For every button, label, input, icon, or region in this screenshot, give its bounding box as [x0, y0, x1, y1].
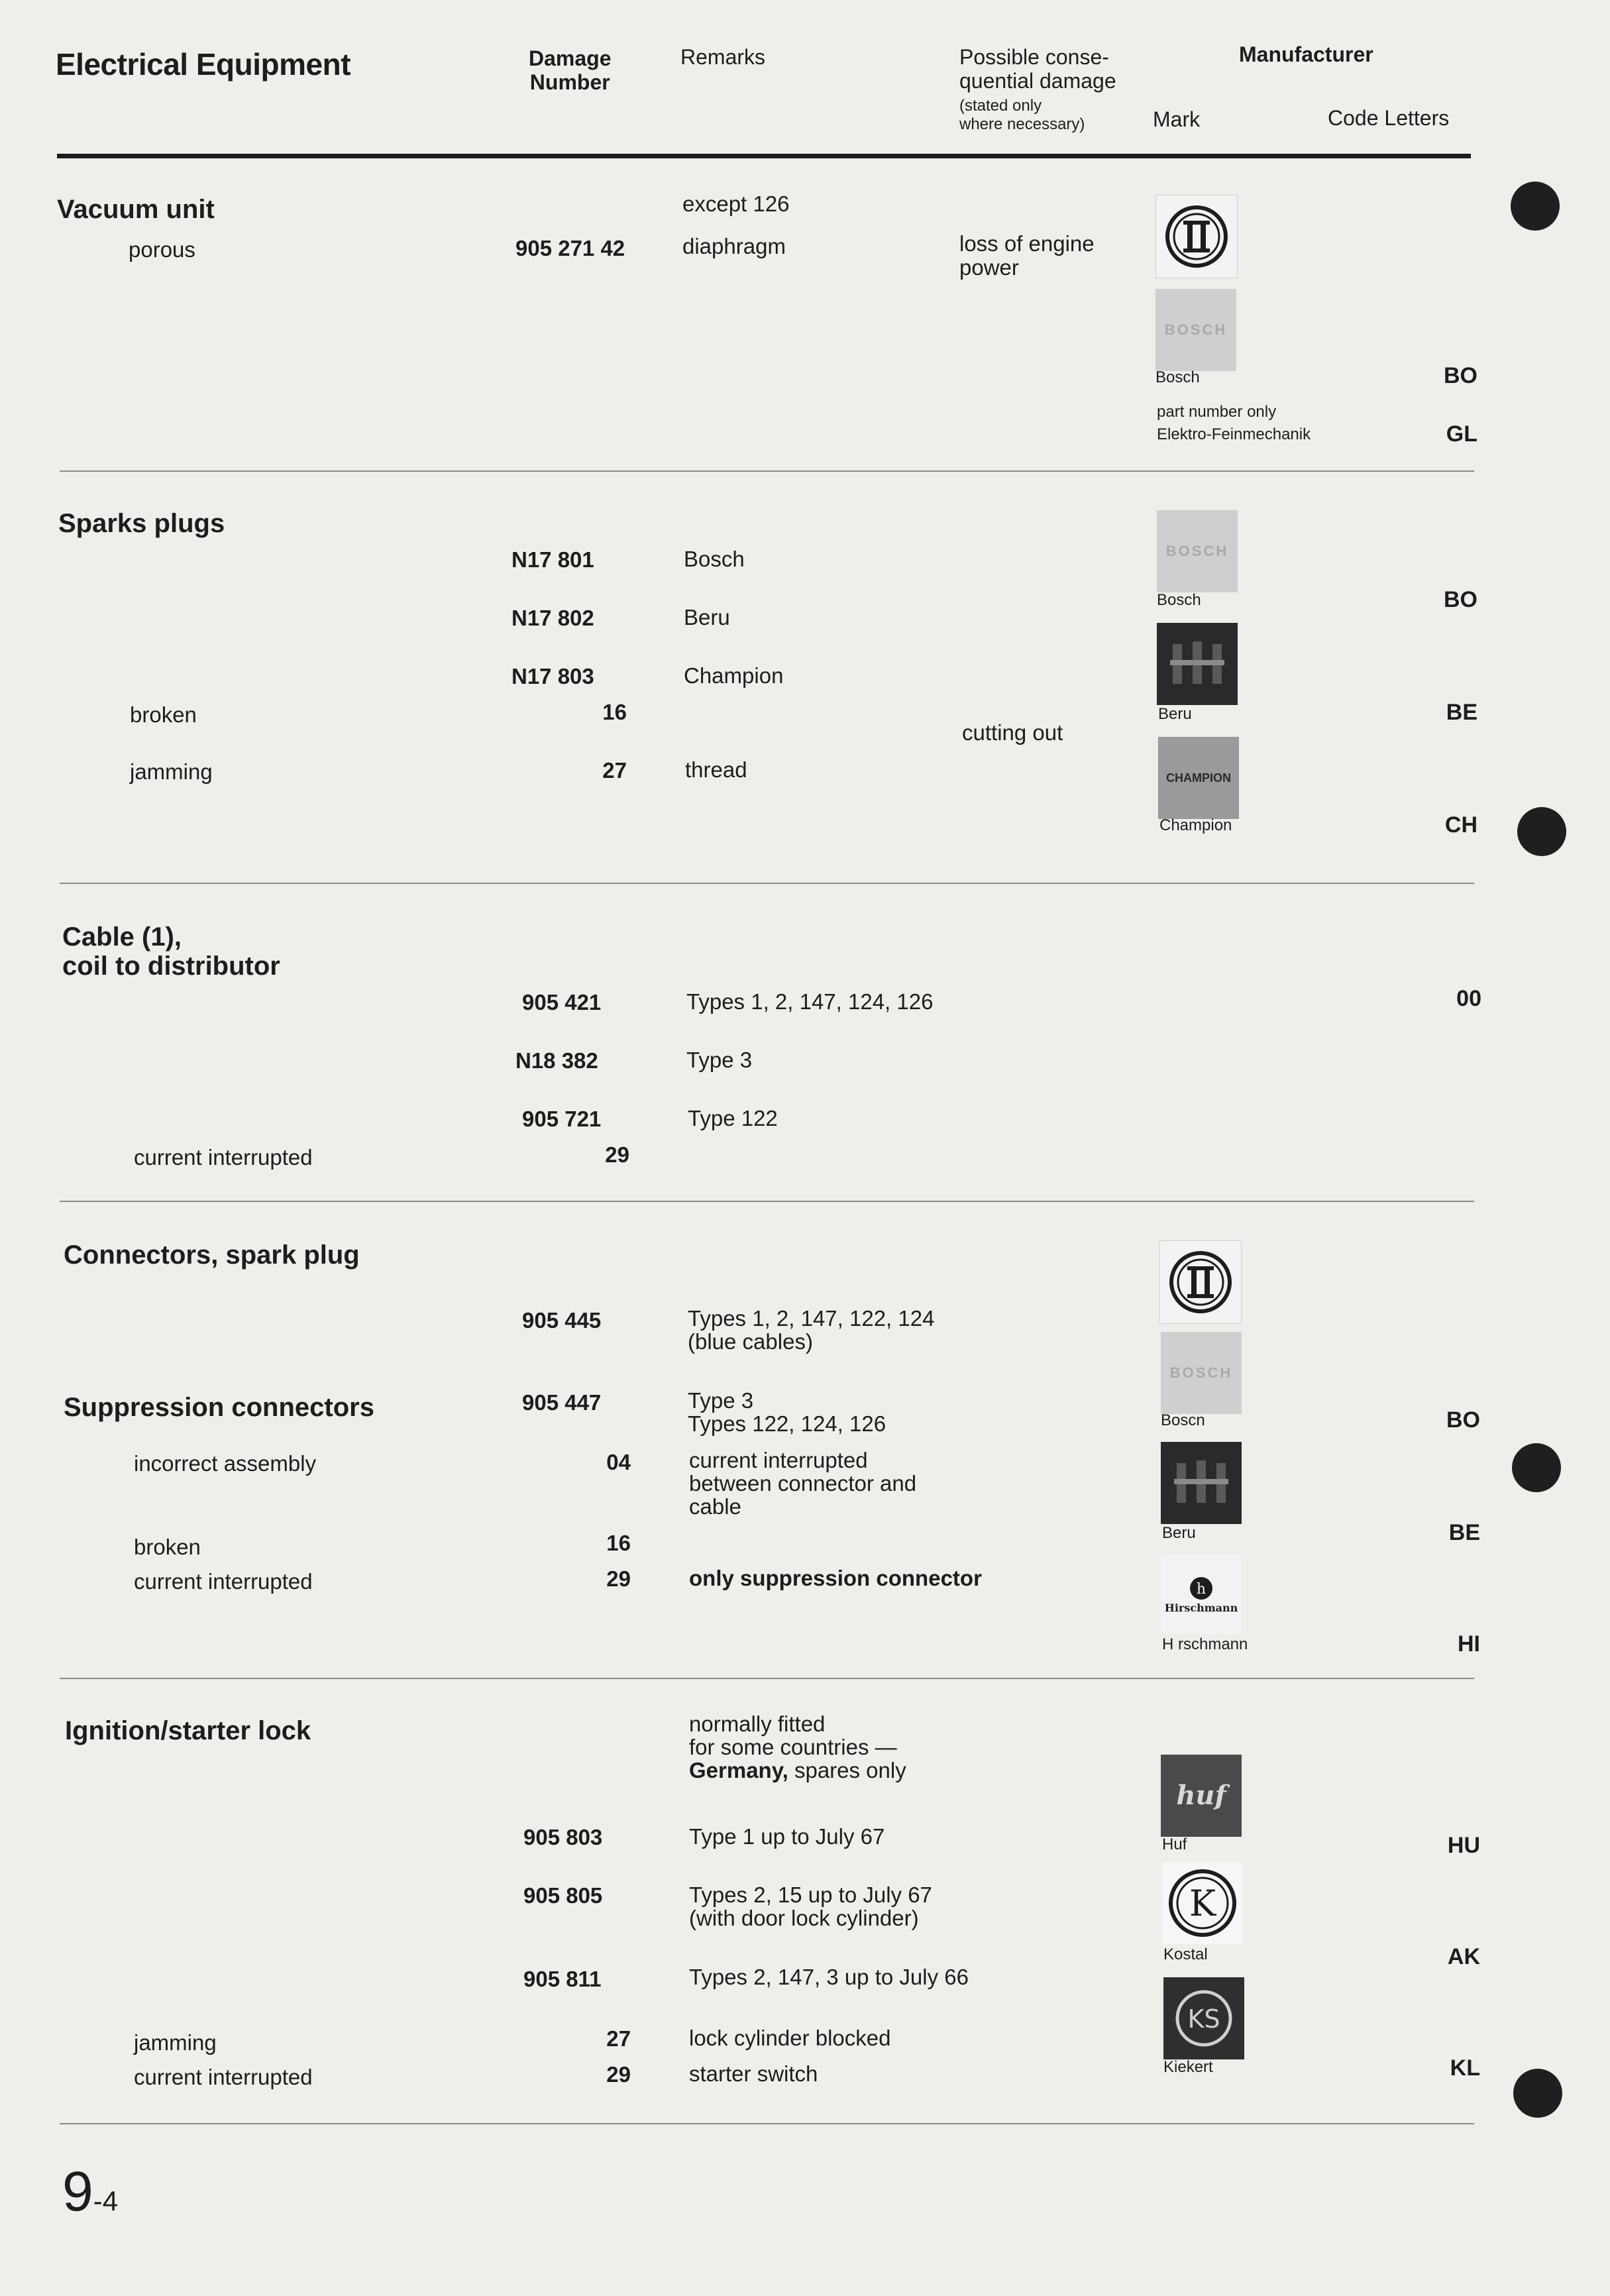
ignition-mfr-huf: Huf: [1162, 1835, 1187, 1853]
connectors-number-1: 905 445: [522, 1308, 602, 1333]
punch-hole: [1513, 2069, 1562, 2118]
divider: [60, 1201, 1474, 1202]
spark-jamming: jamming: [130, 759, 213, 784]
ignition-remark-2: Types 2, 15 up to July 67 (with door lock cylinder): [689, 1883, 932, 1930]
ignition-code-hu: HU: [1447, 1833, 1480, 1858]
ignition-mfr-kostal: Kostal: [1163, 1945, 1208, 1963]
cable-remark-1: Types 1, 2, 147, 124, 126: [686, 989, 934, 1014]
cable-remark-3: Type 122: [688, 1106, 778, 1130]
connectors-current: current interrupted: [134, 1569, 313, 1594]
svg-text:K: K: [1189, 1883, 1216, 1924]
svg-text:huf: huf: [1176, 1780, 1226, 1811]
ignition-code-ak: AK: [1447, 1944, 1480, 1969]
kiekert-logo: [1163, 1977, 1244, 2059]
spark-code-ch: CH: [1444, 812, 1477, 838]
spark-number-1: N17 801: [511, 547, 594, 572]
spark-consequential: cutting out: [962, 720, 1063, 745]
punch-hole: [1512, 1443, 1561, 1492]
ignition-remark-3: Types 2, 147, 3 up to July 66: [689, 1965, 969, 1989]
vacuum-code-gl: GL: [1446, 421, 1477, 447]
divider: [60, 883, 1474, 884]
manufacturer-header: Manufacturer: [1239, 42, 1373, 66]
vacuum-note: part number only: [1157, 403, 1277, 421]
connectors-remark-1: Types 1, 2, 147, 122, 124 (blue cables): [688, 1306, 935, 1354]
vacuum-porous: porous: [129, 237, 195, 262]
ignition-code-kl: KL: [1450, 2055, 1480, 2081]
spark-code-bo: BO: [1444, 587, 1477, 612]
huf-logo: [1161, 1755, 1242, 1837]
spark-number-3: N17 803: [511, 664, 594, 688]
divider: [60, 470, 1474, 472]
connectors-mfr-beru: Beru: [1162, 1524, 1196, 1542]
ignition-number-3: 905 811: [523, 1967, 602, 1991]
svg-text:KS: KS: [1187, 2004, 1220, 2034]
cable-code: 00: [1456, 986, 1481, 1011]
cable-number-3: 905 721: [522, 1107, 602, 1131]
vacuum-consequential: loss of engine power: [959, 231, 1095, 280]
spark-jamming-remark: thread: [685, 757, 747, 782]
bosch-logo: BOSCH: [1155, 289, 1236, 371]
vacuum-remark-1: except 126: [682, 191, 790, 216]
connectors-incorrect-number: 04: [606, 1450, 631, 1474]
beru-logo: [1157, 623, 1238, 705]
connectors-remark-2: Type 3 Types 122, 124, 126: [688, 1388, 886, 1436]
punch-hole: [1511, 182, 1560, 231]
connectors-number-2: 905 447: [522, 1390, 602, 1415]
section-title-ignition: Ignition/starter lock: [65, 1716, 311, 1745]
ignition-current-number: 29: [606, 2062, 631, 2087]
ignition-remark-b: [689, 1759, 906, 1782]
cable-remark-2: Type 3: [686, 1048, 753, 1072]
connectors-broken-number: 16: [606, 1531, 631, 1555]
damage-number-header: Damage Number: [529, 46, 612, 94]
consequential-header: Possible conse- quential damage: [959, 45, 1116, 93]
hirschmann-logo-text: Hirschmann: [1164, 1601, 1238, 1614]
divider: [60, 2123, 1474, 2124]
connectors-current-number: 29: [606, 1566, 631, 1591]
section-title-spark: Sparks plugs: [58, 509, 225, 538]
ignition-number-1: 905 803: [523, 1825, 603, 1849]
divider: [60, 1678, 1474, 1679]
ignition-jamming-number: 27: [606, 2026, 631, 2051]
consequential-note: (stated only where necessary): [959, 97, 1085, 133]
vacuum-mfr-bosch: Bosch: [1155, 368, 1200, 386]
vacuum-remark-2: diaphragm: [682, 234, 786, 258]
spark-remark-1: Bosch: [684, 547, 745, 571]
champion-logo: [1158, 737, 1239, 819]
ignition-remark-b-bold: Germany,: [689, 1758, 788, 1782]
connectors-mfr-hirschmann: H rschmann: [1162, 1635, 1248, 1653]
page-number: [62, 2161, 118, 2221]
punch-hole: [1517, 807, 1566, 856]
hirschmann-logo: [1161, 1555, 1242, 1634]
vacuum-mfr-elektro: Elektro-Feinmechanik: [1157, 425, 1311, 443]
page-title: Electrical Equipment: [56, 47, 351, 82]
cable-current-number: 29: [605, 1142, 629, 1167]
cable-number-2: N18 382: [515, 1048, 598, 1073]
code-letters-header: Code Letters: [1328, 106, 1450, 130]
connectors-code-bo: BO: [1446, 1407, 1480, 1433]
mark-header: Mark: [1153, 107, 1201, 131]
section-title-vacuum: Vacuum unit: [57, 195, 215, 224]
connectors-mfr-bosch: Boscn: [1161, 1411, 1205, 1429]
ignition-current-remark: starter switch: [689, 2061, 818, 2086]
ignition-remark-b-rest: spares only: [788, 1758, 906, 1782]
spark-mfr-champion: Champion: [1159, 816, 1232, 834]
emblem-logo: [1155, 195, 1238, 278]
page-number-sub: -4: [93, 2185, 119, 2216]
svg-text:h: h: [1196, 1580, 1207, 1598]
section-title-cable-2: coil to distributor: [62, 952, 280, 981]
header-rule: [57, 154, 1471, 158]
cable-number-1: 905 421: [522, 990, 602, 1014]
vacuum-number: 905 271 42: [515, 236, 625, 260]
remarks-header: Remarks: [680, 45, 766, 69]
connectors-incorrect: incorrect assembly: [134, 1451, 317, 1476]
spark-broken-number: 16: [602, 700, 627, 724]
cable-current-interrupted: current interrupted: [134, 1145, 313, 1170]
emblem-logo: [1159, 1240, 1242, 1324]
kostal-logo: [1162, 1862, 1243, 1944]
ignition-remark-1: Type 1 up to July 67: [689, 1824, 885, 1849]
spark-mfr-bosch: Bosch: [1157, 591, 1201, 609]
spark-jamming-number: 27: [602, 758, 627, 783]
ignition-current: current interrupted: [134, 2065, 313, 2089]
spark-remark-2: Beru: [684, 605, 730, 629]
connectors-code-be: BE: [1448, 1520, 1480, 1545]
section-title-suppression: Suppression connectors: [64, 1393, 374, 1422]
spark-code-be: BE: [1446, 700, 1477, 725]
connectors-current-remark: only suppression connector: [689, 1566, 982, 1590]
connectors-incorrect-remark: current interrupted between connector and cable: [689, 1448, 917, 1519]
ignition-jamming-remark: lock cylinder blocked: [689, 2026, 891, 2050]
section-title-connectors: Connectors, spark plug: [64, 1240, 360, 1270]
connectors-code-hi: HI: [1458, 1631, 1480, 1657]
ignition-jamming: jamming: [134, 2030, 217, 2055]
section-title-cable-1: Cable (1),: [62, 922, 182, 952]
spark-number-2: N17 802: [511, 606, 594, 630]
ignition-remark-a: normally fitted for some countries —: [689, 1712, 897, 1759]
spark-remark-3: Champion: [684, 663, 784, 688]
connectors-broken: broken: [134, 1535, 201, 1559]
vacuum-code-bo: BO: [1444, 363, 1477, 388]
ignition-number-2: 905 805: [523, 1883, 603, 1908]
page-number-main: 9: [62, 2160, 93, 2222]
bosch-logo: BOSCH: [1161, 1332, 1242, 1414]
ignition-mfr-kiekert: Kiekert: [1163, 2058, 1213, 2076]
spark-mfr-beru: Beru: [1158, 705, 1192, 723]
bosch-logo: BOSCH: [1157, 510, 1238, 592]
beru-logo: [1161, 1442, 1242, 1524]
champion-logo-text: CHAMPION: [1166, 771, 1231, 785]
spark-broken: broken: [130, 702, 197, 727]
